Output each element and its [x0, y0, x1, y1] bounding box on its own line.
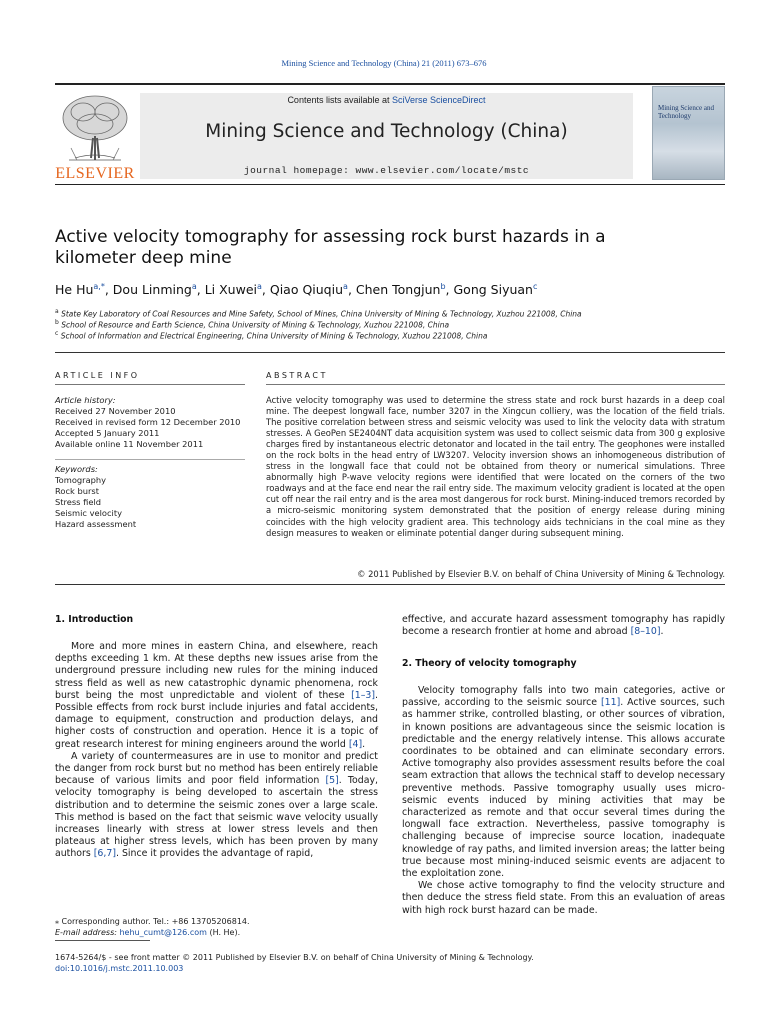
email-suffix: (H. He). [206, 928, 241, 937]
author-affiliation-marker[interactable]: a [191, 282, 197, 291]
cover-title: Mining Science and Technology [658, 104, 714, 120]
intro-paragraph-2-cont [402, 614, 725, 638]
author-separator: , [261, 282, 270, 298]
footnote-email [55, 927, 378, 938]
sciencedirect-link[interactable]: SciVerse ScienceDirect [392, 95, 486, 105]
affiliation-marker: c [55, 330, 59, 337]
email-link[interactable]: hehu_cumt@126.com [119, 928, 207, 937]
history-item: Received in revised form 12 December 2010 [55, 417, 241, 427]
journal-citation[interactable]: Mining Science and Technology (China) 21 (2011) 673–676 [281, 58, 487, 68]
footnote-corresponding: ⁎ Corresponding author. Tel.: +86 13705206814. [55, 917, 250, 926]
author-list [55, 282, 705, 297]
author-name[interactable]: Qiao Qiuqiu [269, 282, 344, 298]
article-history [55, 395, 245, 450]
abstract-heading: ABSTRACT [266, 371, 328, 380]
author-affiliation-marker[interactable]: a,* [93, 282, 105, 291]
journal-homepage[interactable]: journal homepage: www.elsevier.com/locate/mstc [243, 165, 530, 176]
abstract-text: Active velocity tomography was used to determine the stress state and rock burst hazards in a deep coal mine. The deepest longwall face, number 3207 in the Xingcun colliery, was the location of the field trials. The positive correlation between stress and seismic velocity was used to link the velocity data with stratum stresses. A GeoPen SE2404NT data acquisition system was used to collect seismic data from 300 g explosive charges fired by instantaneous electric detonator and located in the tail entry. The geophones were installed on the rock bolts in the head entry of LW3207. Velocity inversion shows an inhomogeneous distribution of stress in the longwall face that could not be obtained from theory or numerical simulations. Three abnormally high P-wave velocity regions were identified that were located on the corners of the two roadways and at the face end near the rail entry side. The maximum velocity gradient is located at the open cut off near the rail entry and is the area most dangerous for rock burst. Mining-induced tremors recorded by a micro-seismic monitoring system demonstrated that the position of energy release during mining coincides with the high velocity gradient area. This technology aids technicians in the coal mine as they design measures to weaken or eliminate potential danger during subsequent mining. [266, 395, 725, 538]
author-separator: , [347, 282, 356, 298]
theory-paragraph-1 [402, 685, 725, 880]
contents-line [140, 95, 633, 105]
affiliation-text: State Key Laboratory of Coal Resources and Mine Safety, School of Mines, China University of Mining & Technology, Xuzhou 221008, China [61, 309, 582, 319]
citation-link[interactable]: [11] [600, 697, 621, 709]
email-label: E-mail address: [55, 928, 120, 937]
issn-line: 1674-5264/$ - see front matter © 2011 Published by Elsevier B.V. on behalf of China University of Mining & Technology. [55, 953, 534, 962]
affiliation-c [55, 328, 705, 342]
text: A variety of countermeasures are in use to monitor and predict the danger from rock burst but no method has been entirely reliable because of various limits and poor field information [55, 750, 378, 787]
keyword: Hazard assessment [55, 519, 137, 529]
author-separator: , [445, 282, 454, 298]
intro-paragraph-2 [55, 751, 378, 861]
author-name[interactable]: Li Xuwei [204, 282, 257, 298]
intro-heading: 1. Introduction [55, 614, 134, 625]
text: . [660, 626, 664, 638]
abstract-copyright: © 2011 Published by Elsevier B.V. on behalf of China University of Mining & Technology. [357, 569, 725, 579]
history-item: Accepted 5 January 2011 [55, 428, 160, 438]
author-separator: , [104, 282, 113, 298]
citation-link[interactable]: [8–10] [630, 626, 661, 638]
author-name[interactable]: Chen Tongjun [355, 282, 441, 298]
author-affiliation-marker[interactable]: b [440, 282, 446, 291]
footnote-rule [55, 940, 150, 941]
keyword: Tomography [55, 475, 107, 485]
article-info-heading: ARTICLE INFO [55, 371, 140, 380]
author-affiliation-marker[interactable]: a [343, 282, 348, 291]
citation-link[interactable]: [1–3] [351, 689, 376, 701]
citation-link[interactable]: [4] [348, 738, 363, 750]
intro-continuation [402, 614, 725, 638]
affiliation-marker: b [55, 319, 59, 326]
header-rule [55, 83, 725, 85]
header-rule-bottom [55, 184, 725, 185]
keywords-label: Keywords: [55, 464, 98, 474]
text: More and more mines in eastern China, and elsewhere, reach depths exceeding 1 km. At these depths new issues arise from the underground pressure including new rules for the mining induced stress field as well as new catastrophic dynamic phenomena, rock burst being the most unpredictable and violent of these [55, 641, 378, 701]
text: . Today, velocity tomography is being developed to ascertain the stress distribution and to determine the seismic zones over a large scale. This method is based on the fact that seismic wave velocity usually increases linearly with stress at lower stress levels and then plateaus at higher stress levels, which has been proven by many authors [55, 775, 378, 860]
affiliation-text: School of Information and Electrical Engineering, China University of Mining & Technology, Xuzhou 221008, China [60, 331, 488, 341]
citation-link[interactable]: [6,7] [93, 848, 116, 860]
author-affiliation-marker[interactable]: a [257, 282, 262, 291]
keyword: Rock burst [55, 486, 99, 496]
intro-body [55, 641, 378, 861]
contents-prefix: Contents lists available at [287, 95, 392, 105]
history-item: Available online 11 November 2011 [55, 439, 204, 449]
author-name[interactable]: Dou Linming [112, 282, 192, 298]
text: . Since it provides the advantage of rapid, [116, 848, 314, 860]
history-item: Received 27 November 2010 [55, 406, 176, 416]
publisher-name: ELSEVIER [55, 165, 135, 182]
citation-link[interactable]: [5] [325, 775, 339, 787]
affiliation-text: School of Resource and Earth Science, China University of Mining & Technology, Xuzhou 221008, China [61, 320, 450, 330]
keywords-block [55, 464, 245, 530]
section-rule [55, 352, 725, 353]
theory-body [402, 685, 725, 917]
text: Velocity tomography falls into two main categories, active or passive, according to the seismic source [402, 685, 725, 709]
author-separator: , [196, 282, 205, 298]
keyword: Stress field [55, 497, 102, 507]
history-label: Article history: [55, 395, 116, 405]
journal-title: Mining Science and Technology (China) [205, 121, 568, 142]
issn-footer [55, 952, 725, 974]
theory-heading: 2. Theory of velocity tomography [402, 658, 577, 669]
info-rule [55, 384, 245, 385]
author-name[interactable]: Gong Siyuan [453, 282, 533, 298]
section-rule [55, 584, 725, 585]
journal-cover [652, 86, 725, 180]
keyword: Seismic velocity [55, 508, 123, 518]
text: effective, and accurate hazard assessment tomography has rapidly become a research frontier at home and abroad [402, 614, 725, 638]
author-affiliation-marker[interactable]: c [532, 282, 538, 291]
doi-link[interactable]: doi:10.1016/j.mstc.2011.10.003 [55, 964, 184, 973]
intro-paragraph-1 [55, 641, 378, 751]
abstract-rule [266, 384, 725, 385]
keywords-rule [55, 459, 245, 460]
theory-paragraph-2: We chose active tomography to find the velocity structure and then deduce the stress field state. From this an evaluation of areas with high rock burst hazard can be made. [402, 880, 725, 916]
author-name[interactable]: He Hu [55, 282, 94, 298]
article-title: Active velocity tomography for assessing rock burst hazards in a kilometer deep mine [55, 227, 606, 268]
text: . [362, 738, 366, 750]
affiliation-marker: a [55, 308, 59, 315]
text: . Possible effects from rock burst include injuries and fatal accidents, damage to equipment, construction and production delays, and higher costs of construction and operation. Hence it is a topic of great research interest for mining engineers around the world [55, 689, 378, 750]
text: . Active sources, such as hammer strike, controlled blasting, or other sources of vibration, in known positions are advantageous since the seismic location is predictable and the energy relatively intense. This allows accurate coordinates to be obtained and can eliminate secondary errors. Active tomography also provides assessment results before the coal seam extraction that allows the technical staff to develop necessary preventive methods. Passive tomography usually uses micro-seismic events induced by mining activities that may be characterized as remote and that occur several times during the longwall face extraction. Nevertheless, passive tomography is challenging because of imprecise source location, inadequate knowledge of ray paths, and limited inversion areas; the latter being true because most mining-induced seismic events are adjacent to the exploitation zone. [402, 697, 725, 880]
